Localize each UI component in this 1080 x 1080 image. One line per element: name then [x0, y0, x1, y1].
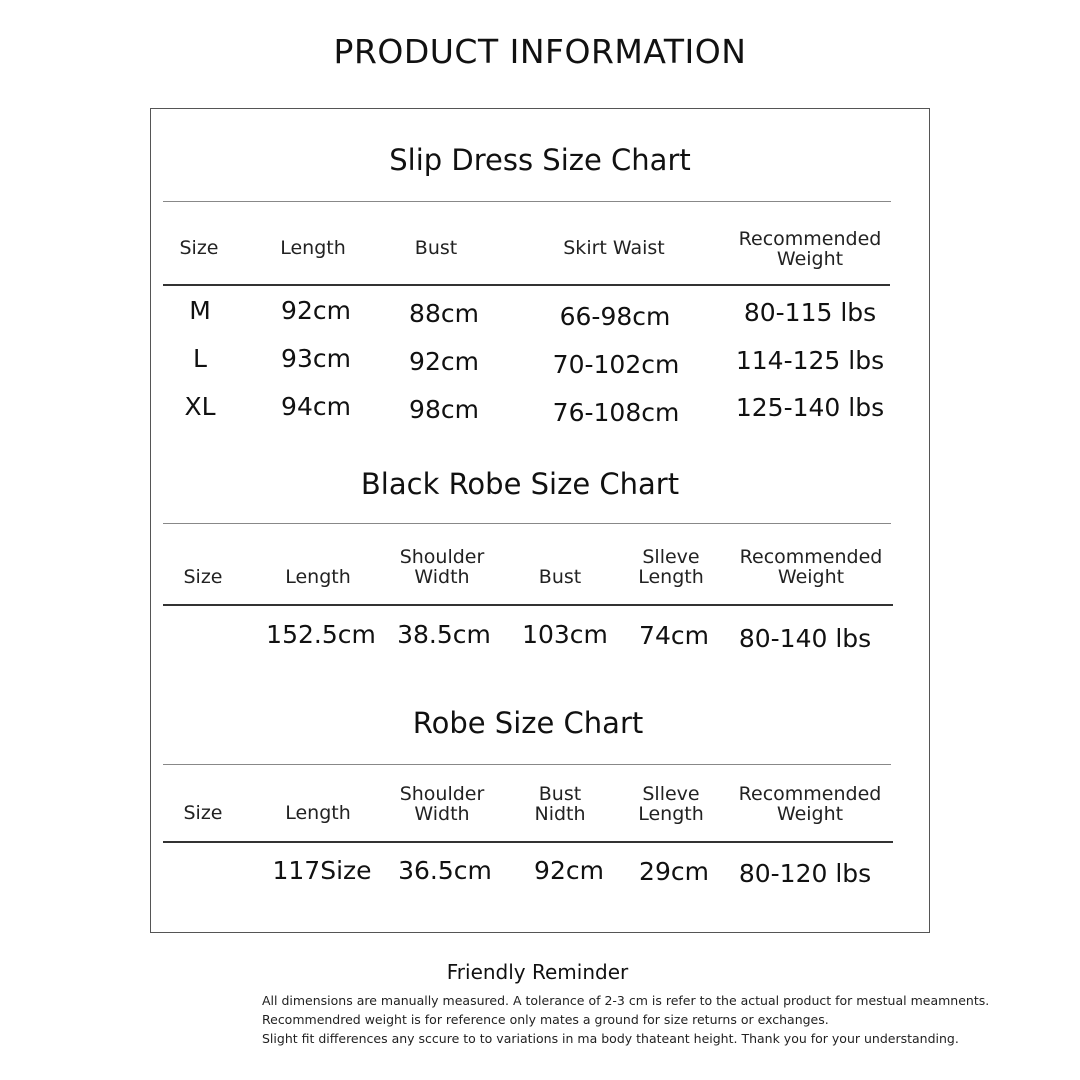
- slip-dress-header-size: Size: [179, 237, 219, 259]
- slip-dress-header-bust: Bust: [414, 237, 458, 259]
- table-cell: 152.5cm: [266, 620, 376, 649]
- table-cell: 76-108cm: [552, 398, 680, 427]
- table-cell: 80-140 lbs: [738, 624, 872, 653]
- table-cell: 80-115 lbs: [743, 298, 877, 327]
- slip-dress-title: Slip Dress Size Chart: [389, 143, 691, 177]
- table-cell: 94cm: [281, 392, 351, 421]
- table-cell: 103cm: [522, 620, 608, 649]
- black-robe-header-length: Length: [285, 566, 351, 588]
- robe-header-shoulder-width: Shoulder Width: [399, 783, 485, 825]
- black-robe-header-bust: Bust: [538, 566, 582, 588]
- black-robe-header-sleeve-length: Slleve Length: [638, 546, 704, 588]
- table-cell: 70-102cm: [552, 350, 680, 379]
- reminder-note: All dimensions are manually measured. A tolerance of 2-3 cm is refer to the actual product for mestual meamnents.: [262, 993, 990, 1008]
- table-cell: 38.5cm: [397, 620, 491, 649]
- table-cell: 80-120 lbs: [738, 859, 872, 888]
- table-cell: 66-98cm: [559, 302, 671, 331]
- table-cell: 125-140 lbs: [735, 393, 885, 422]
- black-robe-title: Black Robe Size Chart: [360, 467, 680, 501]
- header-divider: [163, 604, 893, 606]
- slip-dress-header-weight: Recommended Weight: [738, 228, 882, 270]
- divider: [163, 764, 891, 765]
- robe-header-sleeve-length: Slleve Length: [638, 783, 704, 825]
- header-divider: [163, 284, 890, 286]
- friendly-reminder-title: Friendly Reminder: [446, 960, 629, 984]
- table-cell: 92cm: [409, 347, 479, 376]
- divider: [163, 523, 891, 524]
- header-divider: [163, 841, 893, 843]
- table-cell: 92cm: [281, 296, 351, 325]
- robe-header-length: Length: [285, 802, 351, 824]
- slip-dress-header-skirt-waist: Skirt Waist: [563, 237, 665, 259]
- page-title: PRODUCT INFORMATION: [333, 32, 747, 71]
- robe-header-size: Size: [183, 802, 223, 824]
- table-cell: 114-125 lbs: [735, 346, 885, 375]
- black-robe-header-size: Size: [183, 566, 223, 588]
- reminder-note: Slight fit differences any sccure to to variations in ma body thateant height. Thank you for your understanding.: [262, 1031, 959, 1046]
- table-cell: 29cm: [639, 857, 709, 886]
- table-cell: 92cm: [534, 856, 604, 885]
- table-cell: 98cm: [409, 395, 479, 424]
- table-cell: 93cm: [281, 344, 351, 373]
- black-robe-header-weight: Recommended Weight: [739, 546, 883, 588]
- black-robe-header-shoulder-width: Shoulder Width: [399, 546, 485, 588]
- table-cell: 88cm: [409, 299, 479, 328]
- reminder-note: Recommendred weight is for reference only mates a ground for size returns or exchanges.: [262, 1012, 829, 1027]
- table-cell: 36.5cm: [398, 856, 492, 885]
- table-cell: XL: [184, 392, 216, 421]
- robe-header-weight: Recommended Weight: [738, 783, 882, 825]
- table-cell: 117Size: [272, 856, 372, 885]
- table-cell: M: [189, 296, 211, 325]
- table-cell: 74cm: [639, 621, 709, 650]
- divider: [163, 201, 891, 202]
- table-cell: L: [193, 344, 207, 373]
- slip-dress-header-length: Length: [280, 237, 346, 259]
- robe-title: Robe Size Chart: [412, 706, 644, 740]
- robe-header-bust-width: Bust Nidth: [534, 783, 586, 825]
